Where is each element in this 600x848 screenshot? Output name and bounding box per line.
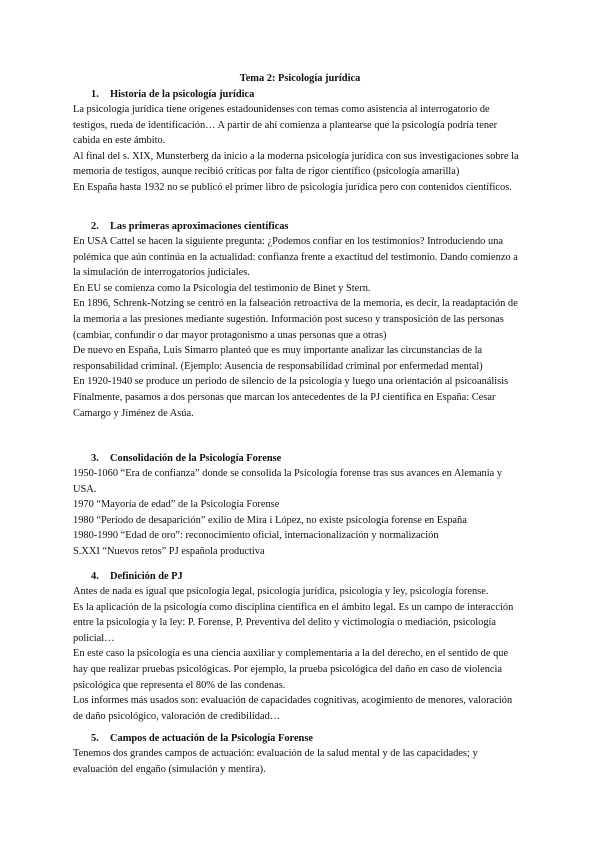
paragraph: S.XXI “Nuevos retos” PJ española productiva	[73, 545, 265, 557]
paragraph: Antes de nada es igual que psicología legal, psicología jurídica, psicología y ley, psicología forense.	[73, 586, 489, 597]
section-aproximaciones	[73, 219, 523, 421]
section-heading	[73, 451, 523, 466]
section-title: Definición de PJ	[110, 571, 183, 582]
paragraph: 1970 “Mayoría de edad” de la Psicología Forense	[73, 499, 280, 511]
section-campos	[73, 731, 523, 777]
paragraph: 1950-1060 “Era de confianza” donde se consolida la Psicología forense tras sus avances en Alemania y USA.	[73, 468, 503, 495]
paragraph: En este caso la psicología es una ciencia auxiliar y complementaria a la del derecho, en el sentido de que hay que realizar pruebas psicológicas. Por ejemplo, la prueba psicológica del daño en caso de violencia psicológica que representa el 80% de las condenas.	[73, 648, 509, 691]
paragraph: En España hasta 1932 no se publicó el primer libro de psicología jurídica pero con contenidos científicos.	[73, 181, 512, 193]
section-definicion	[73, 569, 523, 724]
paragraph: Finalmente, pasamos a dos personas que marcan los antecedentes de la PJ científica en España: Cesar Camargo y Jiménez de Asúa.	[73, 391, 496, 419]
section-historia	[73, 87, 523, 196]
section-heading	[73, 219, 523, 234]
section-title: Las primeras aproximaciones científicas	[110, 221, 289, 232]
section-title: Campos de actuación de la Psicología Forense	[110, 733, 313, 744]
section-title: Consolidación de la Psicología Forense	[110, 453, 282, 464]
section-title: Historia de la psicología jurídica	[110, 89, 255, 100]
section-number: 5.	[91, 733, 99, 744]
section-consolidacion	[73, 451, 523, 560]
paragraph: En EU se comienza como la Psicología del testimonio de Binet y Stern.	[73, 282, 371, 294]
section-number: 1.	[91, 89, 99, 100]
section-heading	[73, 569, 523, 584]
paragraph: Tenemos dos grandes campos de actuación: evaluación de la salud mental y de las capacidades; y evaluación del engaño (simulación y mentira).	[73, 748, 478, 775]
paragraph: La psicología jurídica tiene orígenes estadounidenses con temas como asistencia al interrogatorio de testigos, rueda de identificación… A partir de ahí comienza a plantearse que la psicología podría tener cabida en este ámbito.	[73, 104, 498, 147]
paragraph: Al final del s. XIX, Munsterberg da inicio a la moderna psicología jurídica con sus investigaciones sobre la memoria de testigos, aunque recibió críticas por falta de rigor científico (psicología amarilla)	[73, 150, 519, 178]
paragraph: Los informes más usados son: evaluación de capacidades cognitivas, acogimiento de menores, valoración de daño psicológico, valoración de credibilidad…	[73, 695, 513, 722]
paragraph: En 1896, Schrenk-Notzing se centró en la falseación retroactiva de la memoria, es decir, la readaptación de la memoria a las presiones mediante sugestión. Información post suceso y transposición de las personas (cambiar, confundir o dar mayor protagonismo a unas personas que a otras)	[73, 298, 518, 341]
section-number: 4.	[91, 571, 99, 582]
paragraph: En 1920-1940 se produce un periodo de silencio de la psicología y luego una orientación al psicoanálisis	[73, 376, 509, 388]
section-number: 3.	[91, 453, 99, 464]
paragraph: Es la aplicación de la psicología como disciplina científica en el ámbito legal. Es un campo de interacción entre la psicología y la ley: P. Forense, P. Preventiva del delito y victimología o mediación, psicología policial…	[73, 601, 514, 644]
section-number: 2.	[91, 221, 99, 232]
document-title: Tema 2: Psicología jurídica	[239, 73, 361, 84]
paragraph: 1980 “Periodo de desaparición” exilio de Mira i López, no existe psicología forense en España	[73, 514, 467, 526]
paragraph: En USA Cattel se hacen la siguiente pregunta: ¿Podemos confiar en los testimonios? Introduciendo una polémica que aún continúa en la actualidad: confianza frente a exactitud del testimonio. Dando comienzo a la simulación de interrogatorios judiciales.	[73, 236, 518, 279]
paragraph: De nuevo en España, Luis Simarro planteó que es muy importante analizar las circunstancias de la responsabilidad criminal. (Ejemplo: Ausencia de responsabilidad criminal por enfermedad mental)	[73, 345, 483, 372]
section-heading	[73, 87, 523, 102]
section-heading	[73, 731, 523, 746]
paragraph: 1980-1990 “Edad de oro”: reconocimiento oficial, internacionalización y normalización	[73, 530, 439, 542]
